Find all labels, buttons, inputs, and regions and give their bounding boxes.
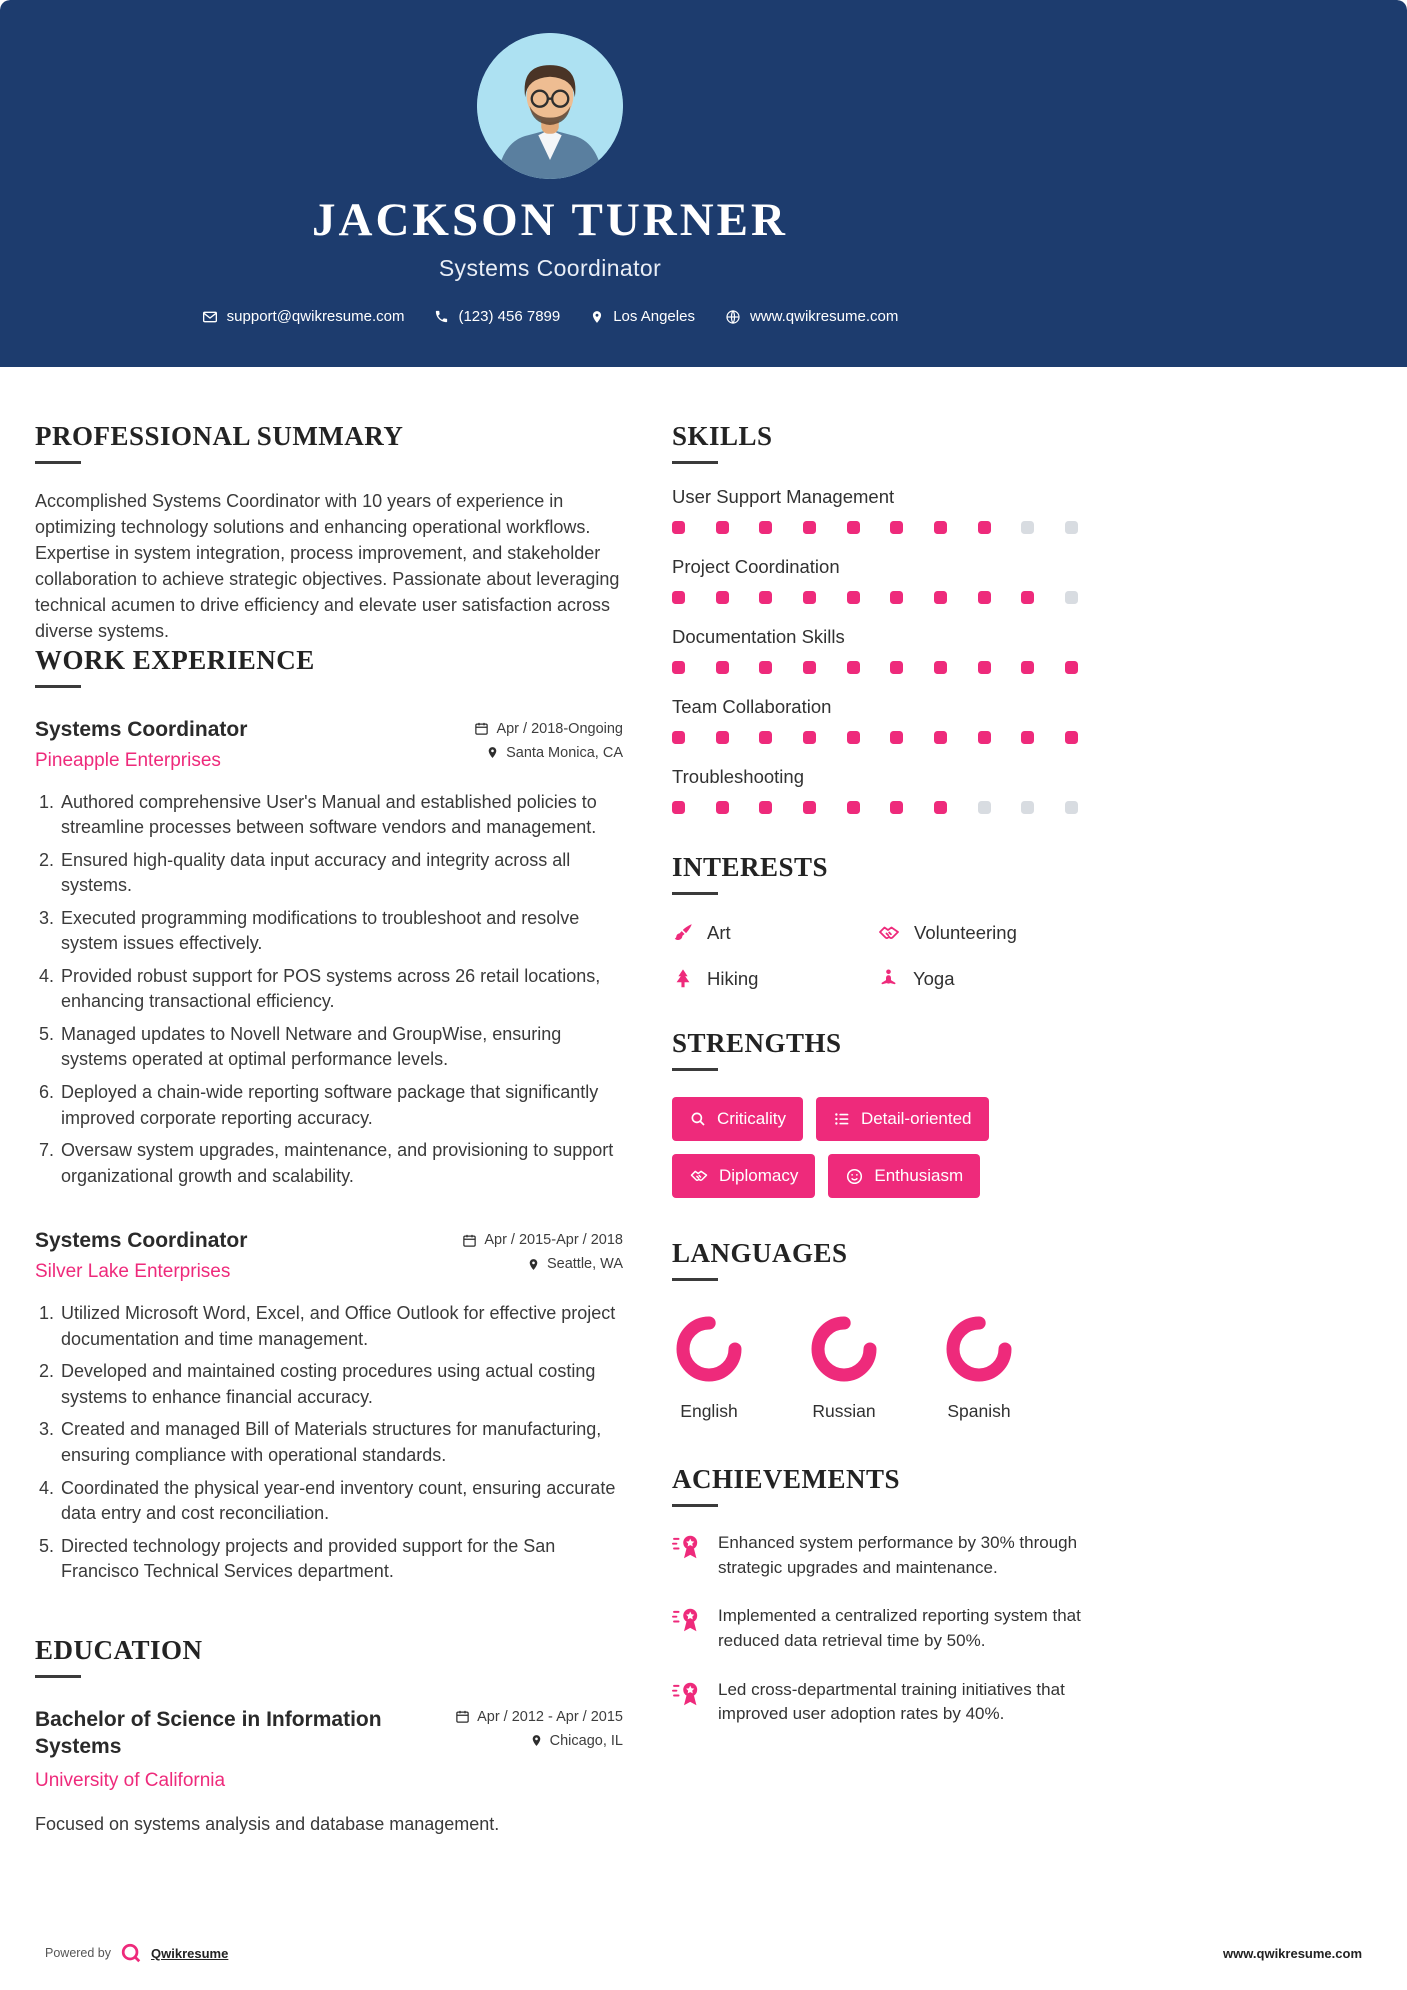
profile-photo-illustration [477, 33, 623, 179]
interest-label: Art [707, 922, 731, 943]
skill-level-dot [890, 801, 903, 814]
skill-item [672, 556, 1372, 604]
award-ribbon-icon [672, 1533, 702, 1561]
skill-level-dot [716, 661, 729, 674]
skill-level-dot [759, 521, 772, 534]
skill-level-dot [1021, 731, 1034, 744]
contact-email[interactable] [202, 308, 405, 325]
interest-label: Hiking [707, 967, 759, 989]
skill-level-dot [672, 591, 685, 604]
skill-level-meter [672, 731, 1078, 744]
strength-label: Criticality [717, 1109, 786, 1128]
skill-level-dot [934, 591, 947, 604]
language-item [807, 1313, 942, 1422]
skill-level-dot [716, 801, 729, 814]
handshake-icon [877, 921, 901, 945]
education-heading: EDUCATION [35, 1635, 623, 1678]
language-label: Spanish [947, 1401, 1011, 1421]
skill-level-meter [672, 591, 1078, 604]
interest-label: Yoga [913, 967, 955, 989]
achievement-item [672, 1531, 1102, 1580]
skill-level-dot [978, 591, 991, 604]
skill-level-meter [672, 801, 1078, 814]
skill-item [672, 626, 1372, 674]
paintbrush-icon [672, 922, 694, 944]
skill-level-dot [847, 731, 860, 744]
interest-item [672, 967, 877, 990]
phone-icon [434, 309, 449, 324]
job-bullet: 1. Authored comprehensive User's Manual and established policies to streamline processes between software vendors and management. [59, 790, 623, 841]
location-pin-icon [486, 745, 499, 760]
contact-phone-text: (123) 456 7899 [458, 308, 561, 325]
skill-level-dot [890, 731, 903, 744]
skill-level-dot [847, 801, 860, 814]
job-bullet: 2. Developed and maintained costing procedures using actual costing systems to enhance financial accuracy. [59, 1359, 623, 1410]
globe-icon [725, 309, 741, 325]
strengths-list [672, 1097, 1092, 1198]
language-label: English [680, 1401, 738, 1421]
skill-item [672, 766, 1372, 814]
strength-chip [672, 1154, 815, 1198]
education-dates-text: Apr / 2012 - Apr / 2015 [477, 1708, 623, 1725]
calendar-icon [462, 1233, 477, 1248]
left-column [35, 421, 623, 1835]
job-company: Pineapple Enterprises [35, 749, 221, 771]
strength-chip [828, 1154, 980, 1198]
strength-chip [816, 1097, 989, 1141]
candidate-name: JACKSON TURNER [312, 194, 788, 246]
interest-item [877, 921, 1372, 945]
education-location [530, 1733, 623, 1749]
skill-level-dot [803, 521, 816, 534]
job-bullet: 7. Oversaw system upgrades, maintenance, and provisioning to support organizational growth and scalability. [59, 1138, 623, 1189]
skills-heading: SKILLS [672, 421, 1372, 464]
resume-body [0, 421, 1407, 1926]
qwikresume-brand-link[interactable]: Qwikresume [151, 1945, 229, 1961]
language-item [942, 1313, 1077, 1422]
skill-name: User Support Management [672, 486, 895, 507]
skill-level-dot [890, 521, 903, 534]
job-dates-text: Apr / 2018-Ongoing [496, 720, 623, 737]
page-footer [0, 1926, 1407, 1990]
skill-level-dot [890, 661, 903, 674]
achievements-list [672, 1531, 1372, 1727]
summary-heading: PROFESSIONAL SUMMARY [35, 421, 623, 464]
job-bullet: 5. Directed technology projects and provided support for the San Francisco Technical Services department. [59, 1534, 623, 1585]
education-school: University of California [35, 1770, 226, 1792]
skill-name: Troubleshooting [672, 766, 804, 787]
education-dates [455, 1709, 623, 1725]
qwikresume-logo [120, 1942, 142, 1964]
skill-level-dot [847, 591, 860, 604]
skill-level-dot [716, 521, 729, 534]
header-banner [0, 0, 1407, 367]
job-entry [35, 1229, 623, 1584]
skill-name: Team Collaboration [672, 696, 832, 717]
skill-level-dot [803, 731, 816, 744]
language-label: Russian [812, 1401, 876, 1421]
interests-heading: INTERESTS [672, 852, 1372, 895]
contact-location [590, 308, 695, 325]
job-bullet: 6. Deployed a chain-wide reporting software package that significantly improved corporate reporting accuracy. [59, 1080, 623, 1131]
languages-list [672, 1313, 1372, 1422]
skill-level-dot [759, 661, 772, 674]
location-pin-icon [530, 1733, 543, 1748]
job-title: Systems Coordinator [35, 717, 248, 741]
right-column [672, 421, 1372, 1727]
job-bullet-list [35, 1301, 623, 1584]
skills-list [672, 486, 1372, 814]
job-dates-text: Apr / 2015-Apr / 2018 [484, 1232, 623, 1249]
profile-photo [477, 33, 623, 179]
job-bullet: 2. Ensured high-quality data input accuracy and integrity across all systems. [59, 848, 623, 899]
job-title: Systems Coordinator [35, 1229, 248, 1253]
handshake-icon [689, 1166, 709, 1186]
strength-label: Diplomacy [719, 1166, 799, 1185]
interest-item [877, 967, 1372, 990]
pine-tree-icon [672, 968, 694, 990]
candidate-title: Systems Coordinator [438, 255, 662, 281]
skill-level-dot [759, 801, 772, 814]
smiley-icon [845, 1167, 864, 1186]
skill-level-dot [716, 731, 729, 744]
contact-website-text: www.qwikresume.com [749, 308, 899, 325]
skill-level-dot [759, 591, 772, 604]
skill-level-dot [934, 521, 947, 534]
achievement-text: Enhanced system performance by 30% through strategic upgrades and maintenance. [718, 1533, 1078, 1577]
skill-level-dot [978, 661, 991, 674]
skill-level-dot [890, 591, 903, 604]
skill-level-dot [803, 591, 816, 604]
job-bullet: 5. Managed updates to Novell Netware and GroupWise, ensuring systems operated at optimal performance levels. [59, 1022, 623, 1073]
skill-level-dot [672, 731, 685, 744]
job-bullet: 1. Utilized Microsoft Word, Excel, and Office Outlook for effective project documentation and time management. [59, 1301, 623, 1352]
language-level-donut [808, 1313, 880, 1385]
skill-level-dot [1021, 801, 1034, 814]
skill-level-dot [847, 521, 860, 534]
calendar-icon [474, 721, 489, 736]
skill-level-dot [978, 801, 991, 814]
languages-heading: LANGUAGES [672, 1238, 1372, 1281]
award-ribbon-icon [672, 1606, 702, 1634]
skill-level-dot [672, 801, 685, 814]
skill-name: Project Coordination [672, 556, 840, 577]
job-location-text: Santa Monica, CA [506, 744, 623, 761]
award-ribbon-icon [672, 1680, 702, 1708]
skill-level-dot [934, 731, 947, 744]
job-entry [35, 718, 623, 1190]
achievement-text: Implemented a centralized reporting system that reduced data retrieval time by 50%. [718, 1606, 1081, 1650]
job-bullet: 3. Executed programming modifications to troubleshoot and resolve system issues effectively. [59, 906, 623, 957]
language-level-donut [673, 1313, 745, 1385]
skill-item [672, 486, 1372, 534]
skill-level-dot [672, 661, 685, 674]
contact-row [202, 308, 899, 325]
skill-level-dot [716, 591, 729, 604]
skill-level-meter [672, 661, 1078, 674]
strengths-heading: STRENGTHS [672, 1028, 1372, 1071]
skill-level-dot [934, 661, 947, 674]
job-location-text: Seattle, WA [546, 1256, 623, 1273]
education-degree: Bachelor of Science in Information Systems [35, 1707, 382, 1758]
strength-label: Enthusiasm [874, 1166, 964, 1185]
skill-level-dot [1065, 521, 1078, 534]
language-level-donut [943, 1313, 1015, 1385]
skill-level-dot [847, 661, 860, 674]
work-heading: WORK EXPERIENCE [35, 645, 623, 688]
interest-item [672, 921, 877, 945]
skill-level-meter [672, 521, 1078, 534]
list-icon [833, 1110, 851, 1128]
powered-by-label: Powered by [45, 1946, 112, 1960]
job-bullet: 3. Created and managed Bill of Materials structures for manufacturing, ensuring compliance with operational standards. [59, 1417, 623, 1468]
skill-level-dot [1021, 661, 1034, 674]
interests-grid [672, 921, 1372, 990]
skill-level-dot [1065, 591, 1078, 604]
education-note: Focused on systems analysis and database management. [35, 1814, 500, 1835]
envelope-icon [202, 309, 218, 325]
strength-chip [672, 1097, 803, 1141]
skill-name: Documentation Skills [672, 626, 845, 647]
strength-label: Detail-oriented [860, 1109, 972, 1128]
contact-email-text: support@qwikresume.com [226, 308, 405, 325]
footer-website[interactable]: www.qwikresume.com [1223, 1945, 1362, 1961]
yoga-icon [877, 967, 900, 990]
job-location [486, 745, 623, 761]
skill-level-dot [1065, 731, 1078, 744]
job-dates [474, 721, 623, 737]
location-pin-icon [590, 309, 604, 325]
job-bullet-list [35, 790, 623, 1190]
skill-level-dot [672, 521, 685, 534]
location-pin-icon [527, 1257, 540, 1272]
contact-website[interactable] [725, 308, 898, 325]
skill-level-dot [803, 801, 816, 814]
achievement-text: Led cross-departmental training initiatives that improved user adoption rates by 40%. [718, 1679, 1065, 1724]
job-dates [462, 1232, 623, 1248]
skill-level-dot [1065, 801, 1078, 814]
skill-level-dot [934, 801, 947, 814]
interest-label: Volunteering [914, 922, 1017, 943]
contact-location-text: Los Angeles [613, 308, 695, 325]
skill-level-dot [1021, 521, 1034, 534]
calendar-icon [455, 1709, 470, 1724]
skill-level-dot [759, 731, 772, 744]
achievement-item [672, 1678, 1102, 1727]
skill-level-dot [978, 731, 991, 744]
skill-level-dot [1065, 661, 1078, 674]
skill-level-dot [803, 661, 816, 674]
education-location-text: Chicago, IL [549, 1732, 623, 1749]
language-item [672, 1313, 807, 1422]
magnifier-icon [689, 1110, 707, 1128]
education-entry [35, 1706, 623, 1793]
job-bullet: 4. Provided robust support for POS systems across 26 retail locations, enhancing transactional efficiency. [59, 964, 623, 1015]
achievements-heading: ACHIEVEMENTS [672, 1464, 1372, 1507]
skill-level-dot [978, 521, 991, 534]
skill-level-dot [1021, 591, 1034, 604]
job-bullet: 4. Coordinated the physical year-end inventory count, ensuring accurate data entry and cost reconciliation. [59, 1476, 623, 1527]
achievement-item [672, 1604, 1102, 1653]
job-company: Silver Lake Enterprises [35, 1261, 231, 1283]
job-location [527, 1256, 623, 1272]
skill-item [672, 696, 1372, 744]
summary-text: Accomplished Systems Coordinator with 10 years of experience in optimizing technology solutions and enhancing operational workflows. Expertise in system integration, process improvement, and stakeholder collaboration to achieve strategic objectives. Passionate about leveraging technical acumen to drive efficiency and elevate user satisfaction across diverse systems. [35, 491, 620, 642]
contact-phone [434, 308, 560, 325]
